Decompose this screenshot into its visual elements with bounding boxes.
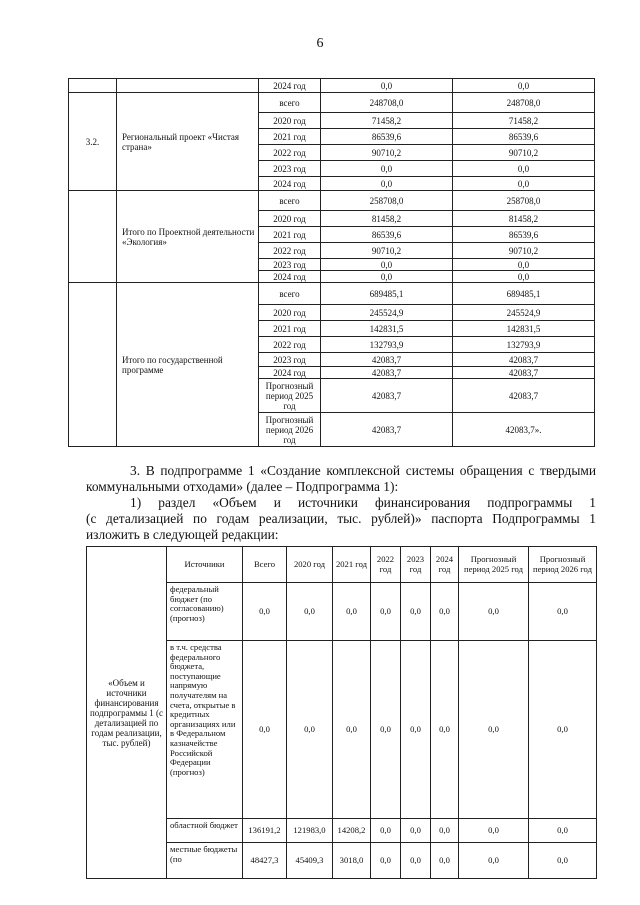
value-cell: 42083,7 [321,413,453,447]
value-cell: 0,0 [431,641,459,819]
year-cell: 2023 год [259,259,321,271]
value-cell: 42083,7». [453,413,595,447]
column-header: 2021 год [333,547,371,583]
value-cell: 0,0 [453,79,595,93]
value-cell: 0,0 [431,583,459,641]
value-cell: 0,0 [459,583,529,641]
label-cell: Итого по государственной программе [117,283,259,447]
page-number: 6 [316,36,324,51]
value-cell: 0,0 [453,271,595,283]
paragraph-1-line1: 1) раздел «Объем и источники финансирования подпрограммы 1 [130,495,596,510]
value-cell: 258708,0 [321,191,453,211]
value-cell: 0,0 [333,641,371,819]
value-cell: 90710,2 [321,243,453,259]
value-cell: 48427,3 [243,843,287,879]
value-cell: 0,0 [453,161,595,177]
value-cell: 0,0 [243,583,287,641]
year-cell: Прогнозный период 2026 год [259,413,321,447]
source-cell: областной бюджет [167,819,243,843]
year-cell: 2020 год [259,211,321,227]
num-cell: 3.2. [69,93,117,191]
value-cell: 0,0 [459,641,529,819]
value-cell: 42083,7 [453,353,595,367]
value-cell: 132793,9 [321,337,453,353]
year-cell: 2023 год [259,161,321,177]
value-cell: 136191,2 [243,819,287,843]
table-row [69,191,595,211]
column-header: 2020 год [287,547,333,583]
value-cell: 245524,9 [453,305,595,321]
value-cell: 0,0 [453,259,595,271]
year-cell: Прогнозный период 2025 год [259,379,321,413]
value-cell: 121983,0 [287,819,333,843]
value-cell: 0,0 [453,177,595,191]
value-cell: 14208,2 [333,819,371,843]
label-cell: Региональный проект «Чистая страна» [117,93,259,191]
value-cell: 0,0 [243,641,287,819]
funding-table-continued [68,78,595,447]
year-cell: всего [259,191,321,211]
year-cell: 2021 год [259,321,321,337]
value-cell: 0,0 [287,583,333,641]
value-cell: 248708,0 [453,93,595,113]
year-cell: 2021 год [259,227,321,243]
value-cell: 0,0 [529,819,597,843]
value-cell: 71458,2 [321,113,453,129]
value-cell: 142831,5 [321,321,453,337]
value-cell: 142831,5 [453,321,595,337]
value-cell: 81458,2 [453,211,595,227]
value-cell: 42083,7 [321,353,453,367]
year-cell: всего [259,283,321,305]
value-cell: 0,0 [321,259,453,271]
value-cell: 71458,2 [453,113,595,129]
value-cell: 0,0 [371,641,401,819]
num-cell [69,79,117,93]
source-cell: местные бюджеты (по [167,843,243,879]
value-cell: 86539,6 [453,129,595,145]
value-cell: 90710,2 [453,145,595,161]
column-header: Прогнозный период 2025 год [459,547,529,583]
year-cell: 2024 год [259,177,321,191]
source-cell: федеральный бюджет (по согласованию) (прогноз) [167,583,243,641]
value-cell: 689485,1 [453,283,595,305]
paragraph-1-line3: изложить в следующей редакции: [86,527,279,542]
label-cell [117,79,259,93]
column-header: Источники [167,547,243,583]
value-cell: 0,0 [333,583,371,641]
value-cell: 0,0 [371,843,401,879]
value-cell: 0,0 [371,819,401,843]
year-cell: 2023 год [259,353,321,367]
value-cell: 0,0 [401,819,431,843]
column-header: 2024 год [431,547,459,583]
paragraph-1-line2: (с детализацией по годам реализации, тыс. рублей)» паспорта Подпрограммы 1 [86,511,596,526]
value-cell: 42083,7 [321,367,453,379]
value-cell: 86539,6 [321,227,453,243]
year-cell: 2024 год [259,367,321,379]
value-cell: 86539,6 [453,227,595,243]
table-row [69,283,595,305]
value-cell: 42083,7 [321,379,453,413]
paragraph-3-line2: коммунальными отходами» (далее – Подпрограмма 1): [86,479,399,494]
value-cell: 0,0 [401,843,431,879]
value-cell: 0,0 [401,641,431,819]
column-header: 2022 год [371,547,401,583]
value-cell: 90710,2 [453,243,595,259]
value-cell: 0,0 [321,177,453,191]
value-cell: 0,0 [287,641,333,819]
source-cell: в т.ч. средства федерального бюджета, поступающие напрямую получателям на счета, открытые в кредитных организациях или в Федеральном казначействе Российской Федерации (прогноз) [167,641,243,819]
label-cell: Итого по Проектной деятельности «Экология» [117,191,259,283]
value-cell: 0,0 [529,843,597,879]
value-cell: 258708,0 [453,191,595,211]
value-cell: 0,0 [401,583,431,641]
value-cell: 81458,2 [321,211,453,227]
subprogram-funding-table [86,546,597,879]
year-cell: всего [259,93,321,113]
value-cell: 3018,0 [333,843,371,879]
value-cell: 0,0 [459,819,529,843]
value-cell: 0,0 [431,819,459,843]
value-cell: 42083,7 [453,367,595,379]
table-row [69,93,595,113]
value-cell: 0,0 [459,843,529,879]
num-cell [69,191,117,283]
value-cell: 0,0 [321,161,453,177]
column-header: Всего [243,547,287,583]
value-cell: 0,0 [321,271,453,283]
table-row [69,79,595,93]
value-cell: 0,0 [371,583,401,641]
value-cell: 45409,3 [287,843,333,879]
table-header-row [87,547,597,583]
year-cell: 2020 год [259,113,321,129]
column-header: Прогнозный период 2026 год [529,547,597,583]
year-cell: 2022 год [259,145,321,161]
value-cell: 248708,0 [321,93,453,113]
num-cell [69,283,117,447]
value-cell: 86539,6 [321,129,453,145]
paragraph-3-line1: 3. В подпрограмме 1 «Создание комплексной системы обращения с твердыми [130,463,596,478]
value-cell: 42083,7 [453,379,595,413]
value-cell: 0,0 [529,583,597,641]
year-cell: 2022 год [259,243,321,259]
year-cell: 2022 год [259,337,321,353]
value-cell: 0,0 [321,79,453,93]
year-cell: 2024 год [259,271,321,283]
value-cell: 245524,9 [321,305,453,321]
column-header: 2023 год [401,547,431,583]
value-cell: 132793,9 [453,337,595,353]
value-cell: 0,0 [529,641,597,819]
value-cell: 90710,2 [321,145,453,161]
year-cell: 2020 год [259,305,321,321]
value-cell: 0,0 [431,843,459,879]
section-label-cell: «Объем и источники финансирования подпрограммы 1 (с детализацией по годам реализации, тыс. рублей) [87,547,167,879]
year-cell: 2024 год [259,79,321,93]
value-cell: 689485,1 [321,283,453,305]
year-cell: 2021 год [259,129,321,145]
